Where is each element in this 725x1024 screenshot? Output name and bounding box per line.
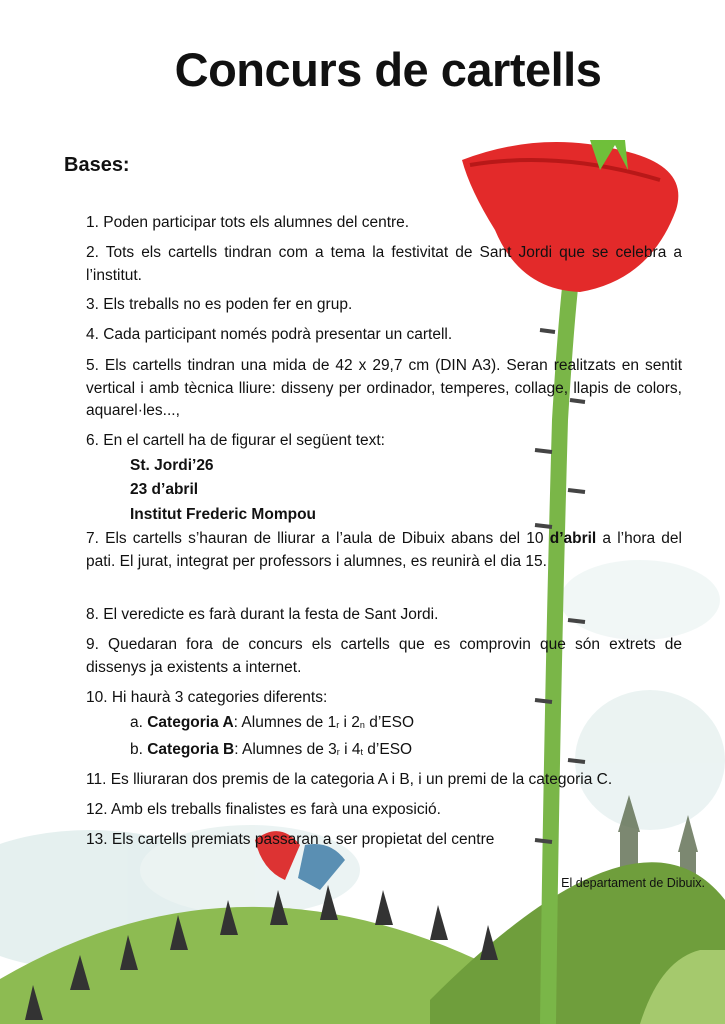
signature: El departament de Dibuix.: [561, 876, 705, 890]
page-title: Concurs de cartells: [174, 43, 602, 96]
rule-3: 3. Els treballs no es poden fer en grup.: [86, 296, 353, 313]
ordinal-suffix: n: [359, 720, 365, 730]
category-a: [130, 712, 414, 737]
ordinal-suffix: r: [336, 747, 340, 757]
list-marker: a.: [130, 714, 148, 731]
rule-7-text: a l’hora del pati. El jurat, integrat per professors i alumnes, es reunirà el dia 15.: [86, 530, 682, 570]
category-b: [130, 739, 412, 764]
rule-7: [86, 528, 682, 573]
rule-5: 5. Els cartells tindran una mida de 42 x 29,7 cm (DIN A3). Seran realitzats en sentit vertical i amb tècnica lliure: disseny per ordinador, temperes, collage, llapis de colors, aquarel·les...,: [86, 357, 682, 419]
ordinal-suffix: t: [360, 747, 363, 757]
rule-10: 10. Hi haurà 3 categories diferents:: [86, 689, 328, 706]
section-heading: Bases:: [64, 154, 130, 176]
list-marker: b.: [130, 741, 148, 758]
rule-7-date: d’abril: [549, 530, 597, 547]
rule-1: 1. Poden participar tots els alumnes del centre.: [86, 214, 410, 231]
category-name: Categoria A: [147, 714, 234, 731]
rule-2: 2. Tots els cartells tindran com a tema la festivitat de Sant Jordi que se celebra a l’institut.: [86, 244, 682, 284]
rule-8: 8. El veredicte es farà durant la festa de Sant Jordi.: [86, 606, 439, 623]
category-text: i 4: [339, 741, 361, 758]
ordinal-suffix: r: [336, 720, 340, 730]
poster-text-line: Institut Frederic Mompou: [130, 506, 316, 523]
rule-9: 9. Quedaran fora de concurs els cartells que es comprovin que són extrets de dissenys ja existents a internet.: [86, 636, 682, 676]
rule-4: 4. Cada participant només podrà presentar un cartell.: [86, 326, 453, 343]
category-text: i 2: [339, 714, 360, 731]
rule-11: 11. Es lliuraran dos premis de la categoria A i B, i un premi de la categoria C.: [86, 771, 613, 788]
category-text: : Alumnes de 3: [234, 741, 337, 758]
poster-text-line: St. Jordi’26: [130, 457, 214, 474]
rule-12: 12. Amb els treballs finalistes es farà una exposició.: [86, 801, 441, 818]
rule-7-text: 7. Els cartells s’hauran de lliurar a l’aula de Dibuix abans del 10: [86, 530, 550, 547]
category-text: d’ESO: [364, 714, 415, 731]
category-text: : Alumnes de 1: [233, 714, 337, 731]
rule-6: 6. En el cartell ha de figurar el següent text:: [86, 432, 385, 449]
category-name: Categoria B: [147, 741, 235, 758]
category-text: d’ESO: [362, 741, 413, 758]
poster-text-line: 23 d’abril: [130, 481, 199, 498]
rule-13: 13. Els cartells premiats passaran a ser propietat del centre: [86, 831, 495, 848]
